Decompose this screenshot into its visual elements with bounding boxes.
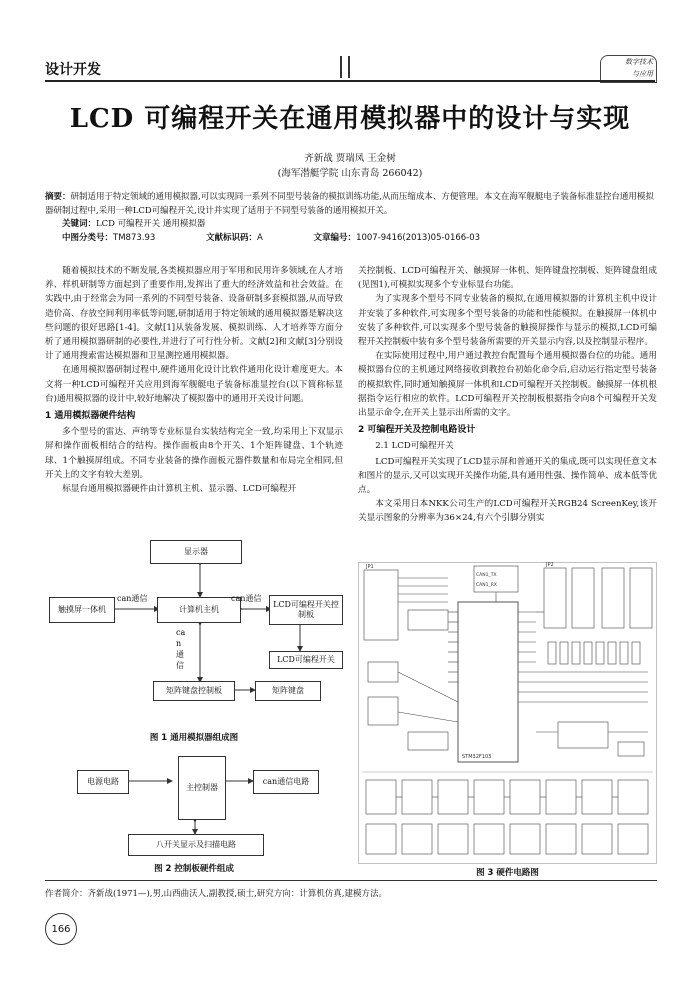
abstract [45,190,657,218]
paragraph: 关控制板、LCD可编程开关、触摸屏一体机、矩阵键盘控制板、矩阵键盘组成(见图1),可模拟实现多个专业标显台功能。 [358,266,657,291]
can-label-left: can通信 [117,594,148,603]
circuit-schematic [358,562,657,864]
paragraph: 标显台通用模拟器硬件由计算机主机、显示器、LCD可编程开 [62,484,297,495]
figure-2 [45,752,343,878]
figure-2-caption: 图 2 控制板硬件组成 [154,864,234,874]
mcu-part-label: STM32F103 [462,754,492,760]
header-rule [45,80,655,82]
left-column [45,264,343,496]
can-rx-label: CAN1_RX [476,583,497,588]
connector-label-jp2: JP2 [546,562,554,568]
connector-label-jp1: JP1 [366,564,374,570]
clc-value: TM873.93 [113,233,156,243]
doc-code-value: A [257,233,263,243]
paragraph: 随着模拟技术的不断发展,各类模拟器应用于军用和民用许多领域,在人才培养、样机研制等方面起到了重要作用,发挥出了重大的经济效益和社会效益。在实践中,由于经常会为同一系列的不同型号装备、设备研制多套模拟器,从而导致造价高、存放空间利用率低等问题,研制适用于特定领域的通用模拟器是解决这些问题的很好思路[1-4]。文献[1]从装备发展、模拟训练、人才培养等方面分析了通用模拟器研制的必要性,并进行了可行性分析。文献[2]和文献[3]分别设计了通用搜索雷达模拟器和卫星测控通用模拟器。 [45,266,343,362]
figure-3 [358,562,657,878]
header-bars [340,56,356,78]
power-circuit-box: 电源电路 [77,770,129,794]
lcd-control-board-box: LCD可编程开关控制板 [269,595,343,625]
section-label: 设计开发 [45,62,101,78]
can-circuit-box: can通信电路 [253,770,319,794]
journal-badge [600,55,657,83]
host-computer-box: 计算机主机 [157,597,241,623]
keyboard-control-board-box: 矩阵键盘控制板 [153,681,235,701]
abstract-label: 摘要： [45,192,71,202]
can-tx-label: CAN1_TX [476,573,497,578]
classification-line [62,231,528,243]
keywords-text: LCD 可编程开关 通用模拟器 [96,219,206,229]
article-no-label: 文章编号： [313,233,357,243]
can-label-vertical: can通信 [176,628,186,670]
author-footnote: 作者简介：齐新战(1971—),男,山西曲沃人,副教授,硕士,研究方向：计算机仿真,建模方法。 [45,889,387,899]
display-box: 显示器 [150,540,242,564]
article-no-value: 1007-9416(2013)05-0166-03 [356,233,481,243]
journal-name-line2: 与应用 [632,70,653,78]
matrix-keyboard-box: 矩阵键盘 [255,681,321,701]
paragraph: 本文采用日本NKK公司生产的LCD可编程开关RGB24 ScreenKey,该开关显示图象的分辨率为36×24,有六个引脚分别实 [358,499,657,524]
footnote-rule [45,880,657,881]
right-column [358,264,657,526]
figure-3-caption: 图 3 硬件电路图 [476,868,539,878]
article-title: LCD 可编程开关在通用模拟器中的设计与实现 [69,104,631,134]
paragraph: 为了实现多个型号不同专业装备的模拟,在通用模拟器的计算机主机中设计并安装了多种软件,可实现多个型号装备的功能和性能模拟。在触摸屏一体机中安装了多种软件,可以实现多个型号装备的触摸屏操作与显示的模拟,LCD可编程开关控制板中装有多个型号装备所需要的开关显示内容,以及控制显示程序。 [358,294,657,348]
affiliation: (海军潜艇学院 山东青岛 266042) [277,168,423,179]
lcd-switch-box: LCD可编程开关 [269,651,343,669]
paragraph: 在实际使用过程中,用户通过教控台配置每个通用模拟器台位的功能。通用模拟器台位的主机通过网络接收到教控台初始化命令后,启动运行指定型号装备的模拟软件,同时通知触摸屏一体机和LCD可编程开关控制板。触摸屏一体机根据指令运行相应的软件。LCD可编程开关控制板根据指令向8个可编程开关发出显示命令,在开关上显示出所需的文字。 [358,351,657,419]
paragraph: 多个型号的雷达、声纳等专业标显台实装结构完全一致,均采用上下双显示屏和操作面板相结合的结构。操作面板由8个开关、1个矩阵键盘、1个轨迹球、1个触摸屏组成。不同专业装备的操作面板元器件数量和布局完全相同,但开关上的文字有较大差别。 [45,427,343,480]
abstract-text: 研制适用于特定领域的通用模拟器,可以实现同一系列不同型号装备的模拟训练功能,从而压缩成本、方便管理。本文在海军舰艇电子装备标准显控台通用模拟器研制过程中,采用一种LCD可编程开关,设计并实现了适用于不同型号装备的通用模拟开关。 [45,192,654,216]
page-number: 166 [45,913,77,945]
paragraph: 在通用模拟器研制过程中,硬件通用化设计比软件通用化设计难度更大。本文将一种LCD可编程开关应用到海军舰艇电子装备标准显控台(以下简称标显台)通用模拟器的设计中,较好地解决了模拟器中的通用开关设计问题。 [45,365,343,404]
authors: 齐新战 贾瑞凤 王金树 [304,153,396,164]
figure-1-arrows [45,535,343,745]
paragraph: LCD可编程开关实现了LCD显示屏和普通开关的集成,既可以实现任意文本和图片的显示,又可以实现开关操作功能,具有通用性强、操作简单、成本低等优点。 [358,456,657,496]
main-controller-box: 主控制器 [178,756,226,820]
figure-1-caption: 图 1 通用模拟器组成图 [149,733,239,743]
doc-code-label: 文献标识码： [206,233,258,243]
can-label-right: can通信 [231,594,262,603]
clc-label: 中图分类号： [62,233,114,243]
keywords-label: 关键词： [62,219,97,229]
section-heading: 2 可编程开关及控制电路设计 [358,425,476,436]
subsection-heading: 2.1 LCD可编程开关 [375,441,454,452]
section-heading: 1 通用模拟器硬件结构 [45,411,136,422]
figure-1 [45,535,343,745]
touch-screen-box: 触摸屏一体机 [49,597,115,623]
keywords [62,217,205,229]
journal-name-line1: 数字技术 [625,58,653,66]
switch-display-scan-box: 八开关显示及扫描电路 [128,834,264,856]
